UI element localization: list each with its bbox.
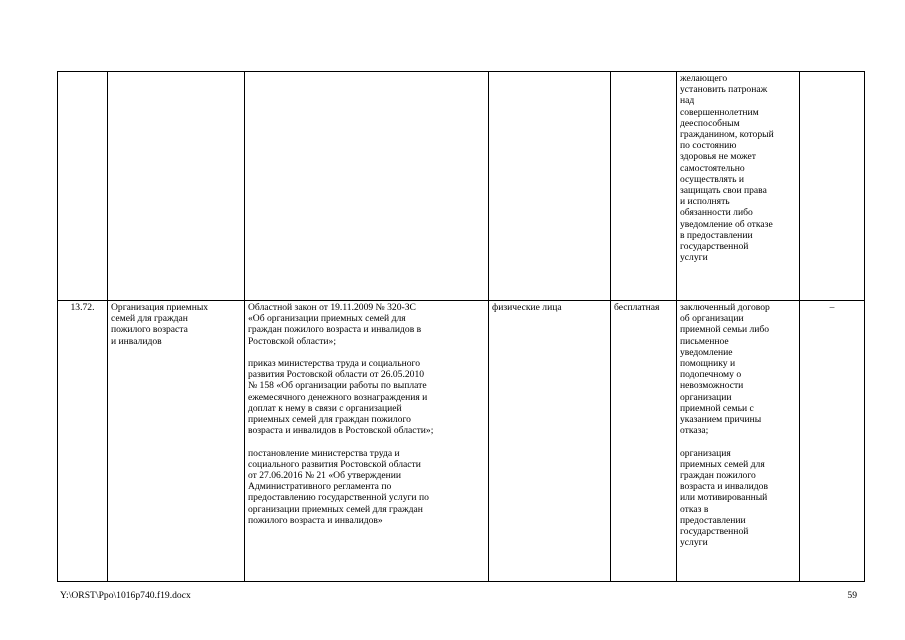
- payment-cell: бесплатная: [611, 301, 677, 582]
- extra-cell: –: [800, 301, 865, 582]
- legal-basis-cell: Областной закон от 19.11.2009 № 320-ЗС «Об организации приемных семей для граждан пожилого возраста и инвалидов в Ростовской области»; приказ министерства труда и социального развития Ростовской области от 26.05.2010 № 158 «Об организации работы по выплате ежемесячного денежного вознаграждения и доплат к нему в связи с организацией приемных семей для граждан пожилого возраста и инвалидов в Ростовской области»; постановление министерства труда и социального развития Ростовской области от 27.06.2016 № 21 «Об утверждении Административного регламента по предоставлению государственной услуги по организации приемных семей для граждан пожилого возраста и инвалидов»: [245, 301, 489, 582]
- services-table: [57, 71, 865, 582]
- row-number-cell: [58, 72, 108, 301]
- footer-file-path: Y:\ORST\Ppo\1016p740.f19.docx: [60, 590, 191, 601]
- row-number-cell: 13.72.: [58, 301, 108, 582]
- service-name-cell: [108, 72, 245, 301]
- extra-cell: [800, 72, 865, 301]
- service-name-cell: Организация приемных семей для граждан пожилого возраста и инвалидов: [108, 301, 245, 582]
- applicants-cell: [489, 72, 611, 301]
- payment-cell: [611, 72, 677, 301]
- legal-basis-cell: [245, 72, 489, 301]
- table-row: [58, 301, 865, 582]
- result-cell: желающего установить патронаж над совершеннолетним дееспособным гражданином, который по состоянию здоровья не может самостоятельно осуществлять и защищать свои права и исполнять обязанности либо уведомление об отказе в предоставлении государственной услуги: [677, 72, 800, 301]
- applicants-cell: физические лица: [489, 301, 611, 582]
- result-cell: заключенный договор об организации приемной семьи либо письменное уведомление помощнику и подопечному о невозможности организации приемной семьи с указанием причины отказа; организация приемных семей для граждан пожилого возраста и инвалидов или мотивированный отказ в предоставлении государственной услуги: [677, 301, 800, 582]
- table-row: [58, 72, 865, 301]
- page-number: 59: [847, 590, 857, 601]
